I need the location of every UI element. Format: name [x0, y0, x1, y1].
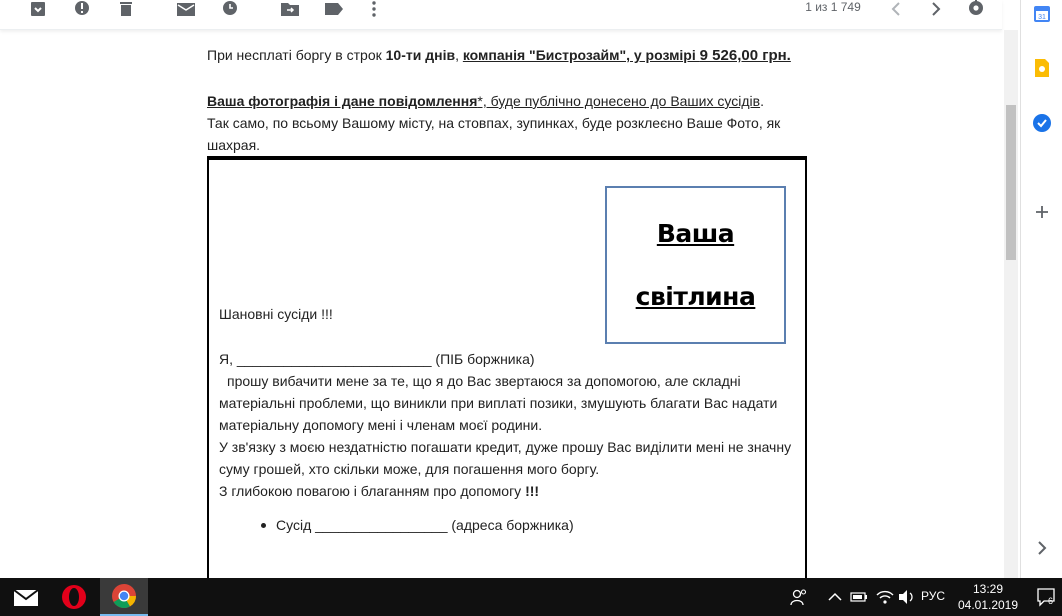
calendar-icon[interactable]	[1032, 4, 1052, 24]
notice-paragraph-5: суму грошей, хто скільки може, для погашення мого боргу.	[219, 461, 600, 477]
prev-icon[interactable]	[884, 0, 908, 18]
email-body	[0, 30, 1004, 578]
notice-greeting: Шановні сусіди !!!	[219, 306, 333, 322]
notification-count: 6	[1048, 596, 1054, 606]
notice-closing: З глибокою повагою і благанням про допомогу !!!	[219, 483, 540, 499]
mark-unread-icon[interactable]	[174, 0, 198, 18]
label-icon[interactable]	[322, 0, 346, 18]
mail-app-icon[interactable]	[2, 578, 50, 616]
notice-intro: Я, _________________________ (ПІБ боржника)	[219, 351, 535, 367]
notice-paragraph-4: У зв'язку з моєю нездатністю погашати кредит, дуже прошу Вас виділити мені не значну	[219, 439, 792, 455]
notice-paragraph-2: матеріальні проблеми, що виникли при виплаті позики, змушують благати Вас надати	[219, 395, 778, 411]
wifi-icon[interactable]	[876, 588, 894, 606]
photo-label-2: світлина	[635, 282, 756, 311]
clock-date: 04.01.2019	[957, 598, 1019, 612]
debt-warning-line: При несплаті боргу в строк 10-ти днів, компанія "Бистрозайм", у розмірі 9 526,00 грн.	[207, 47, 791, 64]
volume-icon[interactable]	[898, 588, 916, 606]
archive-icon[interactable]	[26, 0, 50, 18]
bullet-icon	[261, 523, 266, 528]
clock-time: 13:29	[972, 582, 1004, 596]
chevron-up-icon[interactable]	[826, 588, 844, 606]
move-to-icon[interactable]	[278, 0, 302, 18]
expand-panel-icon[interactable]	[1032, 538, 1052, 558]
photo-label-1: Ваша	[656, 219, 735, 248]
system-clock[interactable]	[956, 581, 1020, 613]
snooze-icon[interactable]	[218, 0, 242, 18]
company-amount-text: компанія "Бистрозайм", у розмірі 9 526,00 грн.	[462, 47, 791, 64]
opera-app-icon[interactable]	[50, 578, 98, 616]
delete-icon[interactable]	[114, 0, 138, 18]
report-spam-icon[interactable]	[70, 0, 94, 18]
email-toolbar	[0, 0, 1002, 30]
list-item: Сусід _________________ (адреса боржника)	[261, 514, 574, 536]
battery-icon[interactable]	[850, 588, 868, 606]
next-icon[interactable]	[924, 0, 948, 18]
people-icon[interactable]	[790, 588, 808, 606]
notice-template	[207, 160, 807, 578]
language-indicator[interactable]: РУС	[921, 589, 946, 603]
keep-icon[interactable]	[1032, 58, 1052, 78]
photo-placeholder	[605, 186, 786, 344]
calendar-day: 31	[1038, 14, 1046, 21]
notification-center-icon[interactable]	[1036, 586, 1058, 608]
pager-count: 1 из 1 749	[805, 0, 861, 14]
tasks-icon[interactable]	[1032, 113, 1052, 133]
more-vert-icon[interactable]	[362, 0, 386, 18]
content-scrollbar[interactable]	[1004, 30, 1018, 578]
settings-icon[interactable]	[964, 0, 988, 18]
notice-paragraph-3: матеріальну допомогу мені і членам моєї родини.	[219, 417, 543, 433]
windows-taskbar	[0, 578, 1062, 616]
add-addon-icon[interactable]	[1032, 202, 1052, 222]
scroll-thumb[interactable]	[1006, 105, 1016, 260]
chrome-app-icon[interactable]	[100, 578, 148, 616]
city-warning-line-end: шахрая.	[207, 137, 261, 153]
publication-warning-line: Ваша фотографія і дане повідомлення*, буде публічно донесено до Ваших сусідів.	[207, 93, 764, 109]
side-panel	[1020, 0, 1062, 578]
city-warning-line: Так само, по всьому Вашому місту, на стовпах, зупинках, буде розклеєно Ваше Фото, як	[207, 115, 781, 131]
notice-paragraph-1: прошу вибачити мене за те, що я до Вас звертаюся за допомогою, але складні	[227, 373, 741, 389]
